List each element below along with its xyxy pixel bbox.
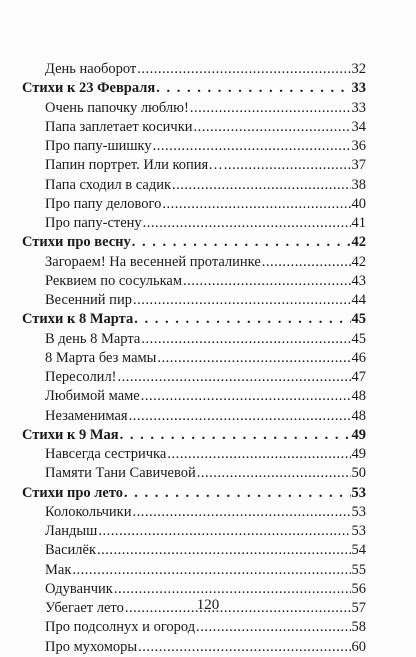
toc-page-number: 40 (351, 195, 366, 212)
dot-leader (224, 156, 351, 175)
toc-entry-title: Василёк (45, 542, 97, 559)
toc-page-number: 45 (351, 311, 366, 328)
dot-leader (196, 618, 350, 637)
toc-entry-title: Про мухоморы (45, 638, 138, 655)
dot-leader (172, 176, 350, 195)
dot-leader (72, 561, 350, 580)
toc-entry-title: Колокольчики (45, 503, 132, 520)
dot-leader (138, 638, 350, 657)
toc-entry-row (22, 253, 366, 272)
toc-page-number: 38 (351, 176, 366, 193)
toc-page-number: 60 (351, 638, 366, 655)
toc-entry-row (22, 638, 366, 657)
toc-section-title: Стихи про лето (22, 484, 124, 501)
toc-entry-title: Ландыш (45, 523, 98, 539)
toc-page-number: 54 (351, 542, 366, 559)
toc-page-number: 57 (351, 600, 366, 616)
toc-entry-row (22, 522, 366, 541)
toc-entry-row (22, 407, 366, 426)
toc-page-number: 45 (351, 330, 366, 347)
toc-section-row (22, 484, 366, 503)
toc-section-title: Стихи к 8 Марта (22, 311, 134, 328)
toc-page-number: 43 (351, 272, 366, 289)
toc-entry-title: Пересолил! (45, 369, 117, 385)
toc-page-number: 49 (351, 446, 366, 462)
toc-page-number: 55 (351, 561, 366, 578)
toc-entry-row (22, 118, 366, 137)
dot-leader (157, 349, 350, 368)
toc-entry-title: Папа заплетает косички (45, 118, 193, 135)
dot-leader (143, 214, 351, 233)
toc-entry-row (22, 291, 366, 310)
dot-leader (98, 522, 350, 541)
toc-page-number: 37 (351, 157, 366, 174)
dot-leader (262, 253, 351, 272)
dot-leader (124, 484, 350, 503)
toc-section-title: Стихи к 9 Мая (22, 426, 119, 443)
toc-entry-title: Любимой маме (45, 388, 140, 405)
toc-entry-row (22, 60, 366, 79)
dot-leader (141, 330, 350, 349)
toc-page-number: 47 (351, 369, 366, 385)
toc-entry-title: Убегает лето (45, 600, 124, 616)
toc-page-number: 53 (351, 503, 366, 520)
dot-leader (134, 310, 350, 329)
toc-page-number: 48 (351, 407, 366, 424)
toc-entry-row (22, 176, 366, 195)
toc-entry-title: 8 Марта без мамы (45, 349, 157, 366)
toc-entry-row (22, 349, 366, 368)
toc-page-number: 44 (351, 292, 366, 308)
toc-entry-title: Папа сходил в садик (45, 176, 172, 193)
toc-entry-title: Мак (45, 561, 72, 578)
toc-entry-row (22, 368, 366, 387)
toc-page-number: 49 (351, 426, 366, 443)
toc-entry-title: Про папу делового (45, 195, 162, 212)
toc-page-number: 33 (351, 80, 366, 97)
toc-entry-title: Памяти Тани Савичевой (45, 465, 196, 482)
dot-leader (120, 426, 351, 445)
toc-entry-row (22, 99, 366, 118)
toc-page-number: 41 (351, 215, 366, 231)
dot-leader (118, 368, 351, 387)
dot-leader (129, 407, 351, 426)
toc-entry-title: Загораем! На весенней проталинке (45, 253, 261, 270)
toc-page-number: 46 (351, 349, 366, 366)
dot-leader (156, 79, 350, 98)
toc-entry-row (22, 330, 366, 349)
toc-entry-title: Очень папочку люблю! (45, 99, 189, 116)
toc-entry-title: В день 8 Марта (45, 330, 141, 347)
dot-leader (133, 291, 351, 310)
dot-leader (183, 272, 350, 291)
toc-page-number: 50 (351, 465, 366, 482)
toc-page-number: 53 (351, 484, 366, 501)
toc-page-number: 48 (351, 388, 366, 405)
toc-entry-title: Реквием по сосулькам (45, 272, 183, 289)
toc-entry-row (22, 156, 366, 175)
dot-leader (153, 137, 351, 156)
toc-entry-title: Папин портрет. Или копия… (45, 157, 223, 174)
dot-leader (167, 445, 350, 464)
dot-leader (97, 541, 350, 560)
page-number: 120 (196, 597, 220, 613)
toc-page-number: 56 (351, 580, 366, 597)
dot-leader (194, 118, 351, 137)
toc-entry-row (22, 137, 366, 156)
dot-leader (137, 60, 350, 79)
toc-entry-row (22, 445, 366, 464)
toc-entry-title: Про папу-шишку (45, 138, 152, 154)
dot-leader (132, 233, 351, 252)
dot-leader (132, 503, 350, 522)
dot-leader (190, 99, 351, 118)
toc-entry-row (22, 214, 366, 233)
toc-entry-title: Незаменимая (45, 407, 128, 424)
toc-section-title: Стихи про весну (22, 234, 131, 251)
toc-page-number: 42 (351, 234, 366, 251)
dot-leader (197, 464, 351, 483)
toc-entry-row (22, 195, 366, 214)
toc-section-row (22, 310, 366, 329)
toc-entry-row (22, 387, 366, 406)
toc-section-row (22, 233, 366, 252)
toc-page-number: 34 (351, 118, 366, 135)
toc-entry-row (22, 464, 366, 483)
toc-entry-title: Одуванчик (45, 580, 113, 597)
toc-entry-row (22, 561, 366, 580)
toc-entry-title: Весенний пир (45, 292, 132, 308)
toc-page-number: 33 (351, 99, 366, 116)
toc-section-title: Стихи к 23 Февраля (22, 80, 156, 97)
toc-page-number: 58 (351, 619, 366, 636)
toc-page-number: 42 (351, 253, 366, 270)
toc-entry-row (22, 503, 366, 522)
toc-entry-row (22, 618, 366, 637)
toc-entry-title: Навсегда сестричка (45, 446, 167, 462)
toc-page-number: 36 (351, 138, 366, 154)
toc-page-number: 32 (351, 61, 366, 77)
toc-section-row (22, 79, 366, 98)
toc-entry-title: Про подсолнух и огород (45, 619, 196, 636)
toc-entry-title: Про папу-стену (45, 215, 142, 231)
toc-entry-row (22, 272, 366, 291)
dot-leader (141, 387, 351, 406)
toc-entry-title: День наоборот (45, 61, 137, 77)
dot-leader (162, 195, 350, 214)
table-of-contents (22, 60, 366, 657)
toc-section-row (22, 426, 366, 445)
toc-entry-row (22, 541, 366, 560)
toc-page-number: 53 (351, 523, 366, 539)
